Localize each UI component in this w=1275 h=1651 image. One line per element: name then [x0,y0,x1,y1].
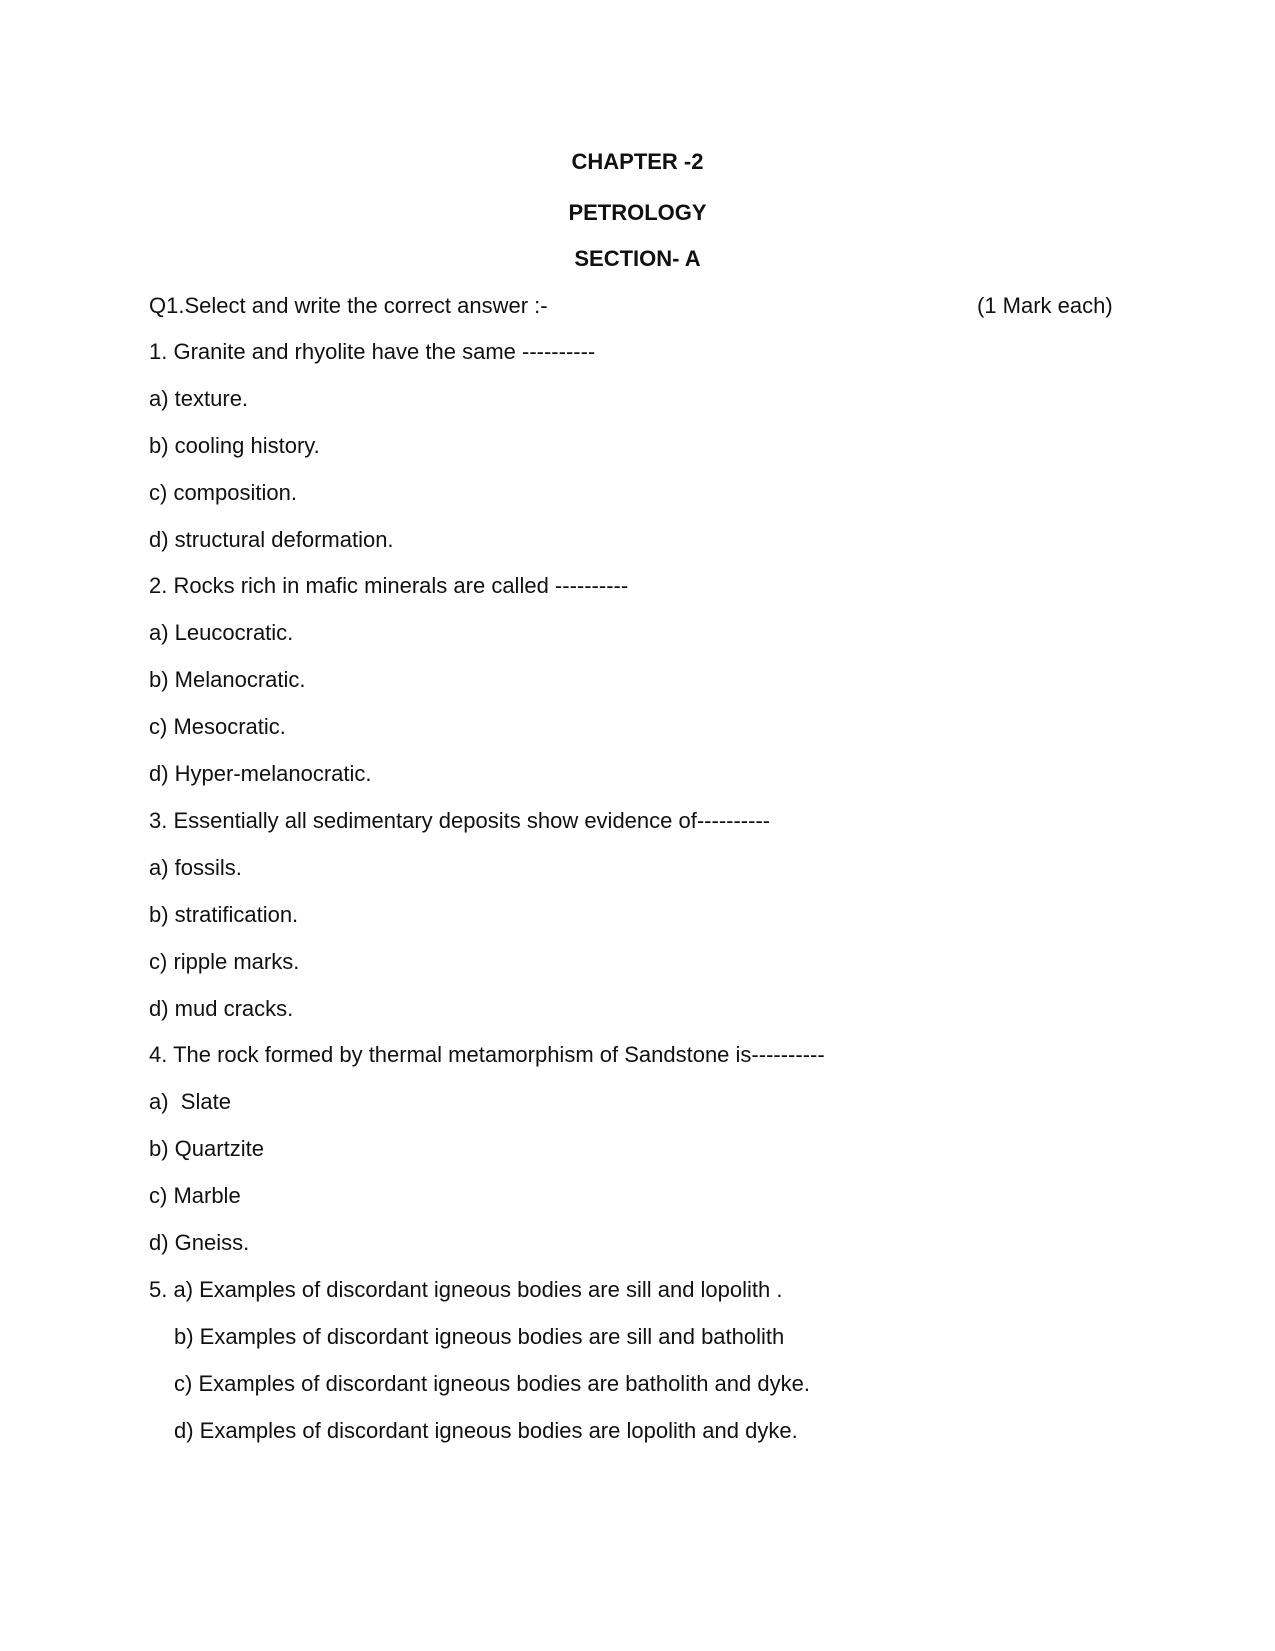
question-1-option-a: a) texture. [149,386,249,411]
question-2: 2. Rocks rich in mafic minerals are called ---------- [149,573,629,598]
question-1-option-d: d) structural deformation. [149,527,394,552]
question-1-option-c: c) composition. [149,480,297,505]
question-2-option-b: b) Melanocratic. [149,667,306,692]
question-1-option-b: b) cooling history. [149,433,320,458]
question-1: 1. Granite and rhyolite have the same ---------- [149,339,596,364]
section-title: SECTION- A [574,246,701,271]
question-3-option-b: b) stratification. [149,902,299,927]
question-2-option-c: c) Mesocratic. [149,714,286,739]
question-3-option-d: d) mud cracks. [149,996,294,1021]
question-5-option-b: b) Examples of discordant igneous bodies are sill and batholith [174,1324,785,1349]
question-3-option-c: c) ripple marks. [149,949,300,974]
question-2-option-a: a) Leucocratic. [149,620,294,645]
question-5-option-c: c) Examples of discordant igneous bodies are batholith and dyke. [174,1371,810,1396]
question-4-option-a: a) Slate [149,1089,231,1114]
question-4-option-b: b) Quartzite [149,1136,264,1161]
question-4: 4. The rock formed by thermal metamorphism of Sandstone is---------- [149,1042,825,1067]
chapter-title: CHAPTER -2 [571,149,704,174]
question-5: 5. a) Examples of discordant igneous bodies are sill and lopolith . [149,1277,783,1302]
question-4-option-c: c) Marble [149,1183,241,1208]
question-3-option-a: a) fossils. [149,855,242,880]
marks-label: (1 Mark each) [977,293,1113,318]
question-5-option-d: d) Examples of discordant igneous bodies are lopolith and dyke. [174,1418,798,1443]
question-3: 3. Essentially all sedimentary deposits show evidence of---------- [149,808,771,833]
instruction-text: Q1.Select and write the correct answer :- [149,293,548,318]
subject-title: PETROLOGY [568,200,707,225]
question-4-option-d: d) Gneiss. [149,1230,250,1255]
question-2-option-d: d) Hyper-melanocratic. [149,761,372,786]
